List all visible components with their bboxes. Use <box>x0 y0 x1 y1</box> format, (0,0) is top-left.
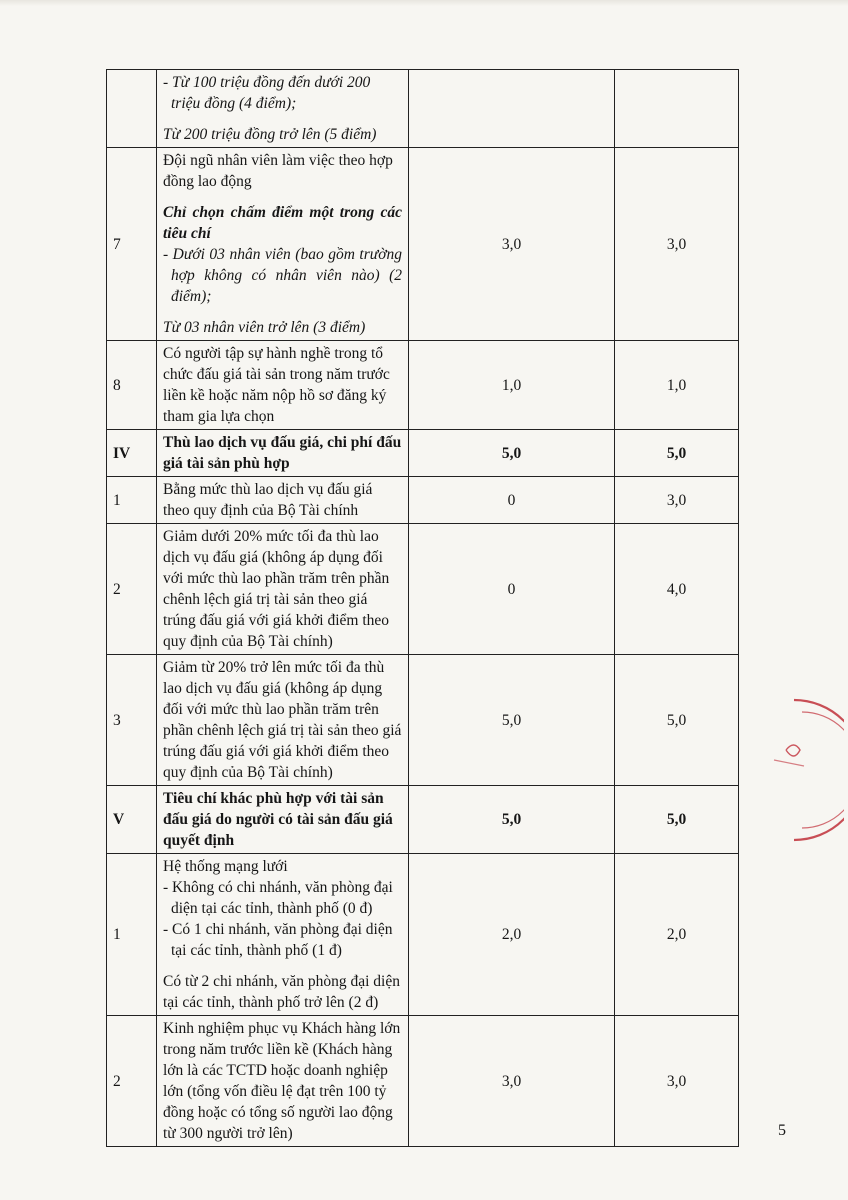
max-score: 2,0 <box>409 854 615 1016</box>
criterion-text: Kinh nghiệm phục vụ Khách hàng lớn trong năm trước liền kề (Khách hàng lớn là các TCTD hoặc doanh nghiệp lớn (tổng vốn điều lệ đạt trên 100 tỷ đồng hoặc có tổng số người lao động từ 300 người trở lên) <box>163 1020 401 1142</box>
criterion-description <box>157 148 409 341</box>
max-score: 5,0 <box>409 430 615 477</box>
criterion-text: - Không có chi nhánh, văn phòng đại diện tại các tỉnh, thành phố (0 đ) <box>163 879 393 917</box>
criterion-text: Đội ngũ nhân viên làm việc theo hợp đồng lao động <box>163 152 393 190</box>
awarded-score: 5,0 <box>615 430 739 477</box>
criterion-text: Chỉ chọn chấm điểm một trong các tiêu chí <box>163 204 402 242</box>
criterion-description <box>157 524 409 655</box>
table-row <box>107 477 739 524</box>
max-score: 3,0 <box>409 148 615 341</box>
table-row <box>107 1016 739 1147</box>
row-number: 1 <box>107 854 157 1016</box>
page-number: 5 <box>778 1122 786 1139</box>
awarded-score: 4,0 <box>615 524 739 655</box>
row-number: V <box>107 786 157 854</box>
criterion-description <box>157 477 409 524</box>
scan-edge <box>0 0 848 6</box>
awarded-score <box>615 70 739 148</box>
table-row <box>107 70 739 148</box>
table-row <box>107 430 739 477</box>
awarded-score: 3,0 <box>615 148 739 341</box>
max-score: 5,0 <box>409 786 615 854</box>
criterion-description <box>157 1016 409 1147</box>
awarded-score: 2,0 <box>615 854 739 1016</box>
criterion-text: Giảm từ 20% trở lên mức tối đa thù lao dịch vụ đấu giá (không áp dụng đối với mức thù lao phần trăm trên phần chênh lệch giá trị tài sản theo giá trúng đấu giá với giá khởi điểm theo quy định của Bộ Tài chính) <box>163 659 402 781</box>
max-score <box>409 70 615 148</box>
criterion-description <box>157 655 409 786</box>
criteria-score-table <box>106 69 739 1147</box>
row-number: 7 <box>107 148 157 341</box>
row-number: 2 <box>107 524 157 655</box>
row-number: 3 <box>107 655 157 786</box>
criterion-text: - Dưới 03 nhân viên (bao gồm trường hợp không có nhân viên nào) (2 điểm); <box>163 246 402 305</box>
criterion-text: Có từ 2 chi nhánh, văn phòng đại diện tại các tỉnh, thành phố trở lên (2 đ) <box>163 973 400 1011</box>
max-score: 0 <box>409 477 615 524</box>
criterion-text: Từ 200 triệu đồng trở lên (5 điểm) <box>163 126 377 143</box>
table-row <box>107 854 739 1016</box>
max-score: 5,0 <box>409 655 615 786</box>
criterion-text: Giảm dưới 20% mức tối đa thù lao dịch vụ đấu giá (không áp dụng đối với mức thù lao phần trăm trên phần chênh lệch giá trị tài sản theo giá trúng đấu giá với giá khởi điểm theo quy định của Bộ Tài chính) <box>163 528 390 650</box>
max-score: 1,0 <box>409 341 615 430</box>
row-number: 8 <box>107 341 157 430</box>
criterion-description <box>157 70 409 148</box>
max-score: 3,0 <box>409 1016 615 1147</box>
row-number: IV <box>107 430 157 477</box>
criterion-description <box>157 786 409 854</box>
awarded-score: 1,0 <box>615 341 739 430</box>
table-row <box>107 655 739 786</box>
table-row <box>107 341 739 430</box>
awarded-score: 3,0 <box>615 1016 739 1147</box>
table-row <box>107 524 739 655</box>
criterion-description <box>157 854 409 1016</box>
criterion-description <box>157 341 409 430</box>
criterion-text: Có người tập sự hành nghề trong tổ chức đấu giá tài sản trong năm trước liền kề hoặc năm nộp hồ sơ đăng ký tham gia lựa chọn <box>163 345 390 425</box>
awarded-score: 3,0 <box>615 477 739 524</box>
max-score: 0 <box>409 524 615 655</box>
row-number: 2 <box>107 1016 157 1147</box>
criterion-text: Từ 03 nhân viên trở lên (3 điểm) <box>163 319 366 336</box>
row-number <box>107 70 157 148</box>
awarded-score: 5,0 <box>615 786 739 854</box>
criterion-text: - Từ 100 triệu đồng đến dưới 200 triệu đồng (4 điểm); <box>163 74 371 112</box>
row-number: 1 <box>107 477 157 524</box>
criterion-text: - Có 1 chi nhánh, văn phòng đại diện tại các tỉnh, thành phố (1 đ) <box>163 921 393 959</box>
criterion-description <box>157 430 409 477</box>
criterion-text: Thù lao dịch vụ đấu giá, chi phí đấu giá tài sản phù hợp <box>163 434 402 472</box>
criterion-text: Hệ thống mạng lưới <box>163 858 288 875</box>
criterion-text: Bằng mức thù lao dịch vụ đấu giá theo quy định của Bộ Tài chính <box>163 481 373 519</box>
table-row <box>107 786 739 854</box>
awarded-score: 5,0 <box>615 655 739 786</box>
criterion-text: Tiêu chí khác phù hợp với tài sản đấu giá do người có tài sản đấu giá quyết định <box>163 790 393 849</box>
bank-seal-stamp <box>734 690 844 850</box>
table-row <box>107 148 739 341</box>
